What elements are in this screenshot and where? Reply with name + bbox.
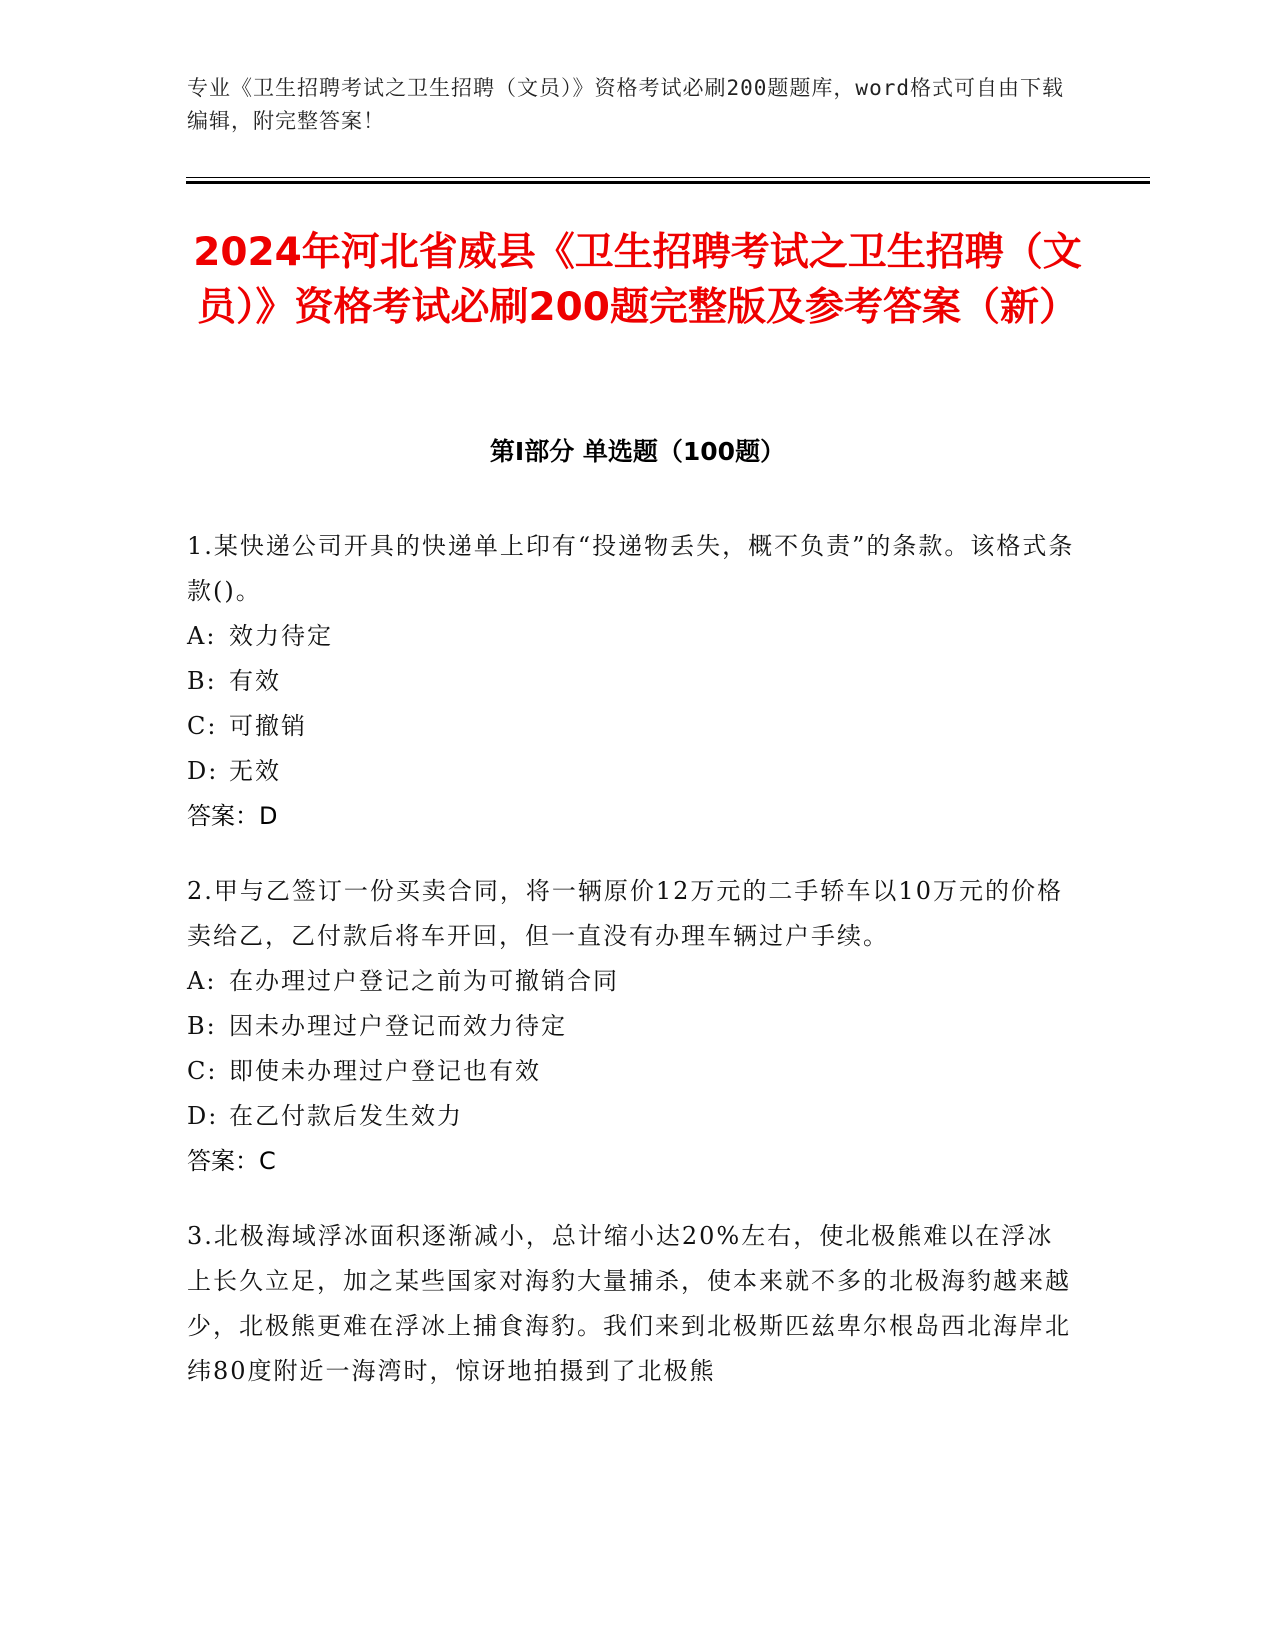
option-row: [187, 959, 1077, 1004]
question-item: [187, 869, 1077, 1184]
question-stem: 3.北极海域浮冰面积逐渐减小，总计缩小达20%左右，使北极熊难以在浮冰上长久立足，加之某些国家对海豹大量捕杀，使本来就不多的北极海豹越来越少，北极熊更难在浮冰上捕食海豹。我们来到北极斯匹兹卑尔根岛西北海岸北纬80度附近一海湾时，惊讶地拍摄到了北极熊: [187, 1222, 1071, 1385]
option-letter: C:: [187, 1057, 218, 1085]
header-divider-thin: [186, 177, 1150, 178]
option-row: [187, 614, 1077, 659]
answer-line: 答案：D: [187, 802, 278, 830]
option-text: 可撤销: [229, 712, 307, 740]
option-row: [187, 704, 1077, 749]
option-letter: C:: [187, 712, 218, 740]
question-stem: 2.甲与乙签订一份买卖合同，将一辆原价12万元的二手轿车以10万元的价格卖给乙，乙付款后将车开回，但一直没有办理车辆过户手续。: [187, 877, 1063, 950]
option-text: 在乙付款后发生效力: [229, 1102, 463, 1130]
option-text: 有效: [229, 667, 281, 695]
option-letter: D:: [187, 757, 219, 785]
option-text: 即使未办理过户登记也有效: [229, 1057, 541, 1085]
option-row: [187, 1004, 1077, 1049]
question-item: [187, 1214, 1077, 1394]
answer-line: 答案：C: [187, 1147, 276, 1175]
document-title: 2024年河北省威县《卫生招聘考试之卫生招聘（文员）》资格考试必刷200题完整版及参考答案（新）: [193, 230, 1082, 330]
option-text: 在办理过户登记之前为可撤销合同: [229, 967, 619, 995]
option-letter: B:: [187, 1012, 217, 1040]
question-list: [187, 524, 1077, 1424]
option-row: [187, 659, 1077, 704]
option-text: 因未办理过户登记而效力待定: [229, 1012, 567, 1040]
section-heading: 第Ⅰ部分 单选题（100题）: [489, 437, 786, 466]
option-row: [187, 1049, 1077, 1094]
option-letter: D:: [187, 1102, 219, 1130]
header-divider-thick: [186, 181, 1150, 184]
option-row: [187, 749, 1077, 794]
option-text: 无效: [229, 757, 281, 785]
option-letter: B:: [187, 667, 217, 695]
option-row: [187, 1094, 1077, 1139]
option-letter: A:: [187, 622, 217, 650]
question-item: [187, 524, 1077, 839]
option-letter: A:: [187, 967, 217, 995]
header-note: 专业《卫生招聘考试之卫生招聘（文员）》资格考试必刷200题题库，word格式可自由下载编辑，附完整答案！: [187, 76, 1064, 133]
option-text: 效力待定: [229, 622, 333, 650]
question-stem: 1.某快递公司开具的快递单上印有“投递物丢失，概不负责”的条款。该格式条款()。: [187, 532, 1075, 605]
